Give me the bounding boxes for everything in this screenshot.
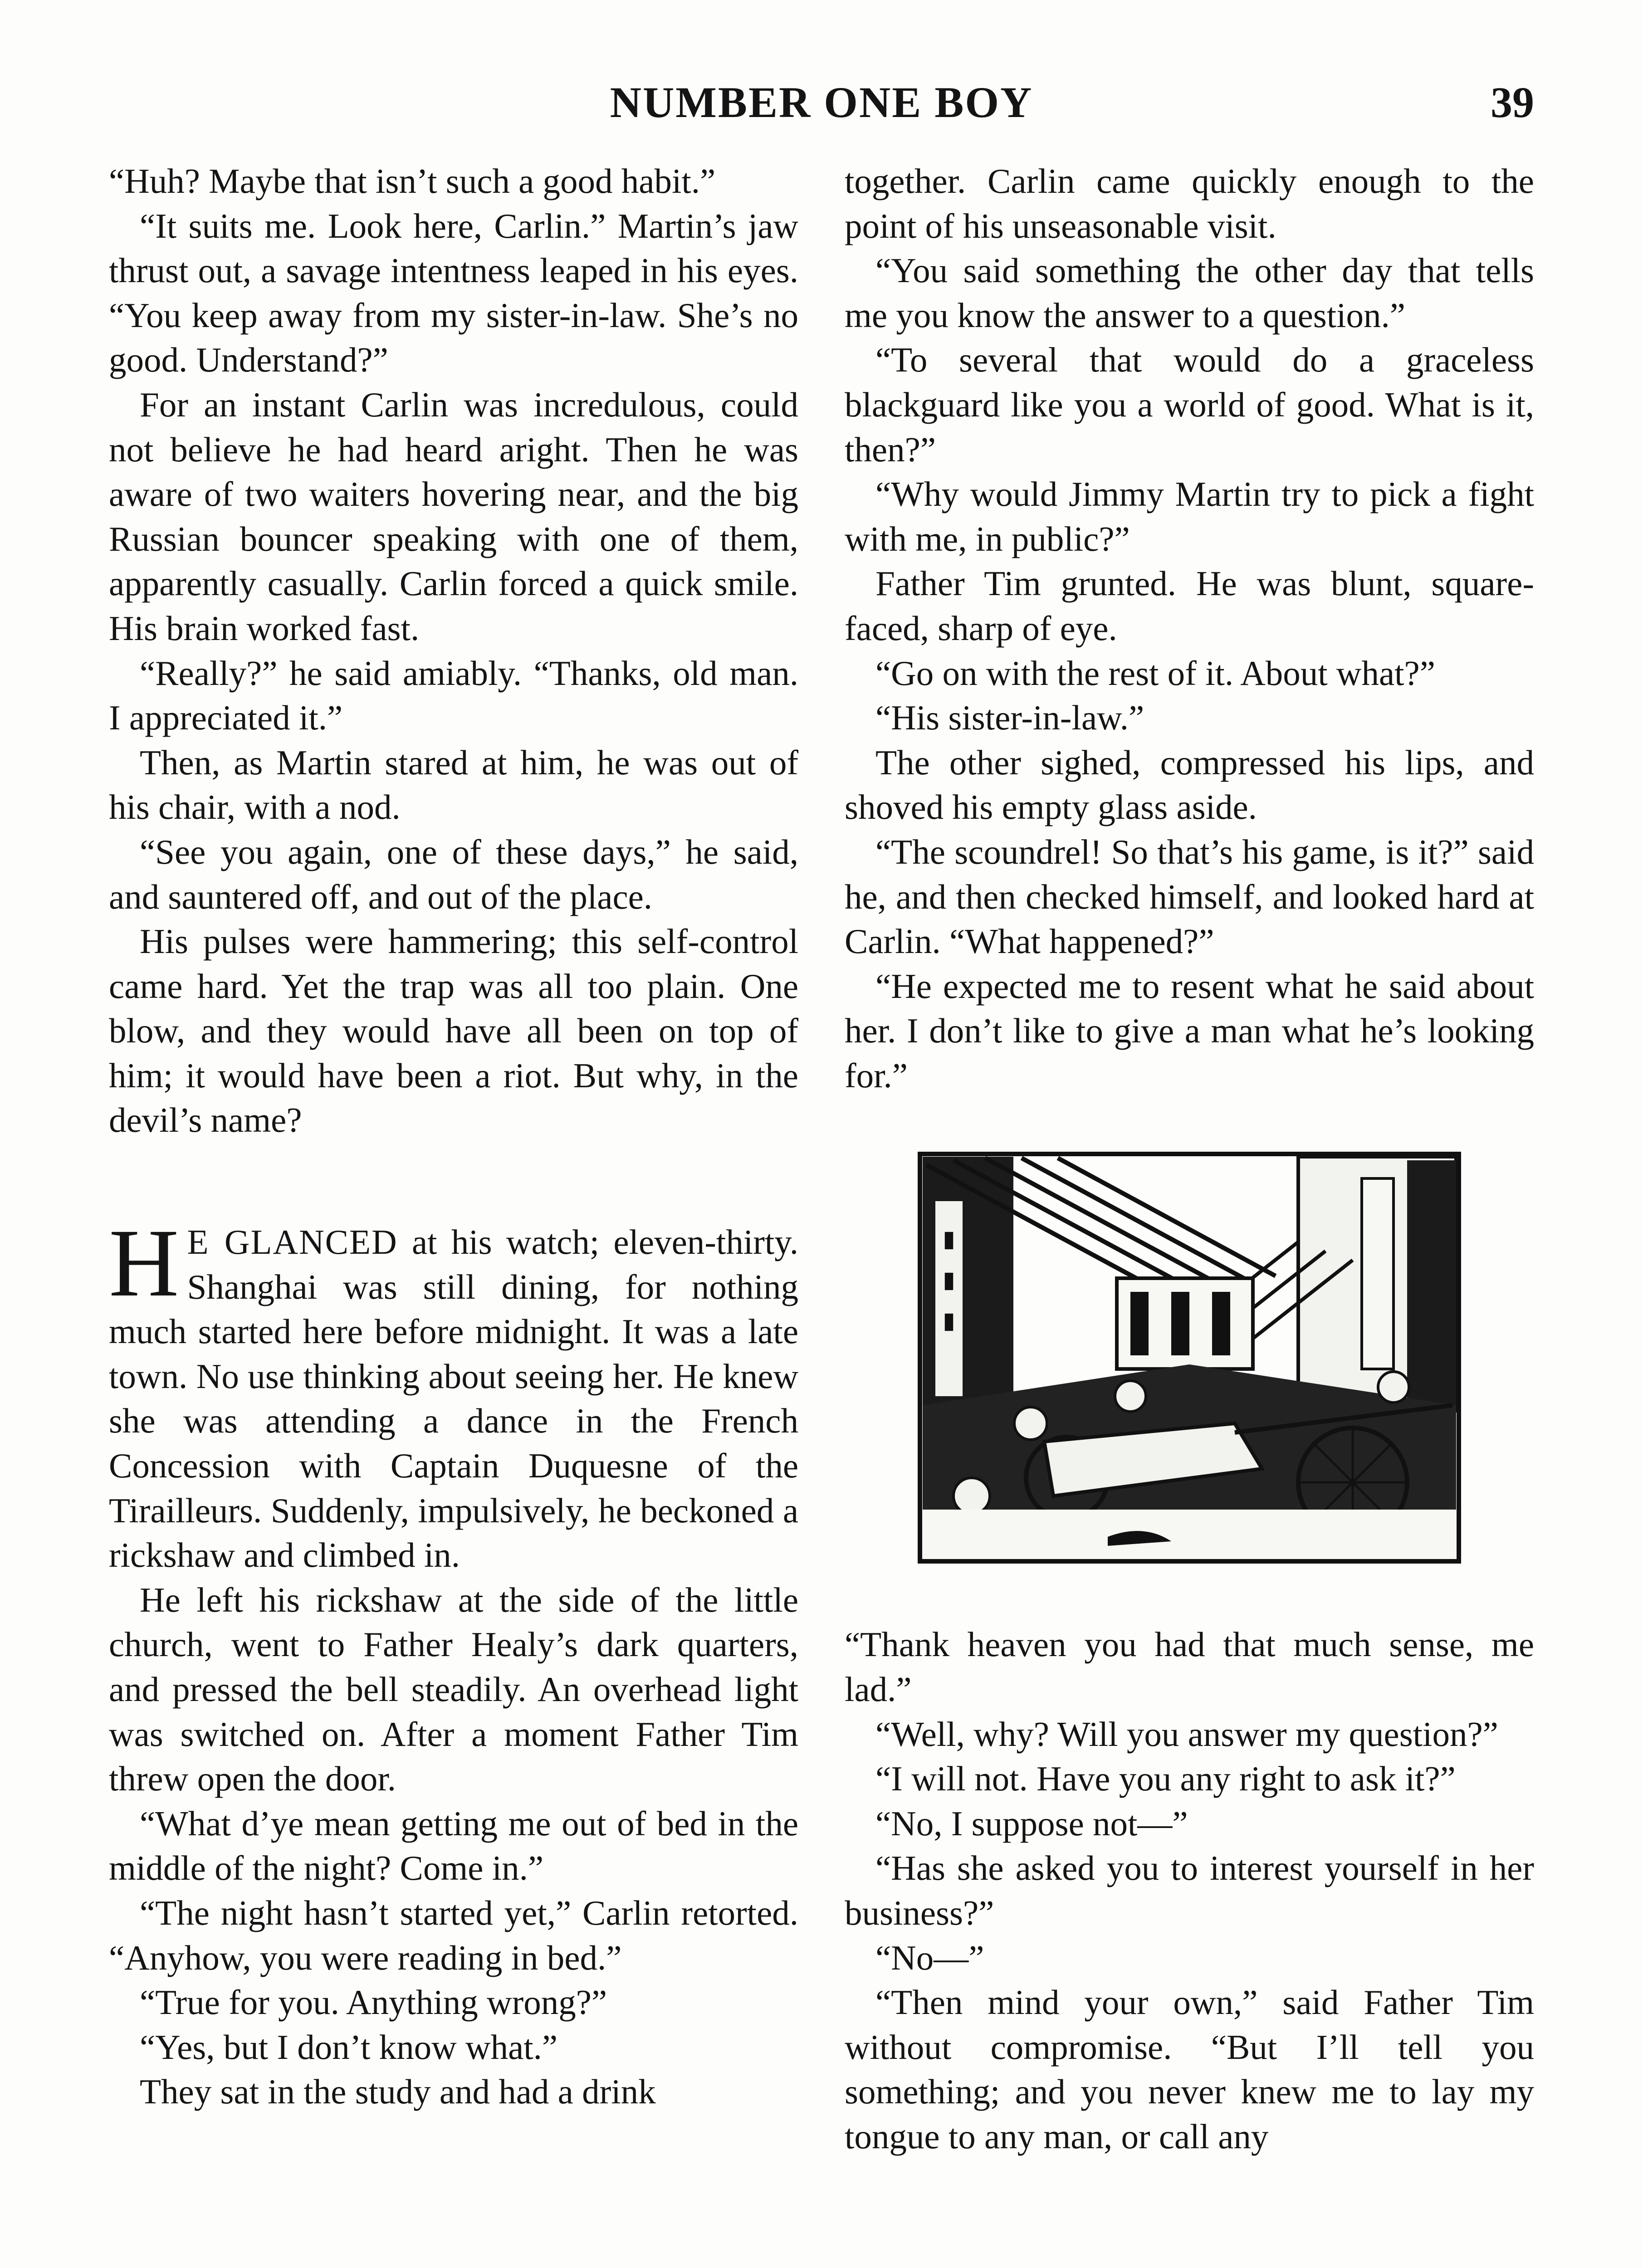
- street-scene-illustration: [917, 1151, 1462, 1564]
- svg-text:▮: ▮: [943, 1308, 955, 1334]
- left-column: [109, 159, 798, 2114]
- paragraph: “He expected me to resent what he said about her. I don’t like to give a man what he’s looking for.”: [845, 966, 1534, 1095]
- paragraph: Then, as Martin stared at him, he was out of his chair, with a nod.: [109, 743, 798, 827]
- drop-cap: H: [109, 1209, 179, 1317]
- paragraph: “Huh? Maybe that isn’t such a good habit.”: [109, 161, 716, 200]
- paragraph: “Really?” he said amiably. “Thanks, old man. I appreciated it.”: [109, 653, 798, 738]
- paragraph: “The night hasn’t started yet,” Carlin retorted. “Anyhow, you were reading in bed.”: [109, 1893, 798, 1977]
- paragraph: “Why would Jimmy Martin try to pick a fight with me, in public?”: [845, 474, 1534, 558]
- paragraph: “No—”: [875, 1938, 984, 1977]
- paragraph: “Go on with the rest of it. About what?”: [875, 653, 1435, 693]
- paragraph: “The scoundrel! So that’s his game, is it?” said he, and then checked himself, and looked hard at Carlin. “What happened?”: [845, 832, 1534, 961]
- paragraph: “True for you. Anything wrong?”: [140, 1983, 607, 2022]
- paragraph: “Thank heaven you had that much sense, me lad.”: [845, 1625, 1534, 1709]
- paragraph: For an instant Carlin was incredulous, could not believe he had heard aright. Then he was aware of two waiters hovering near, and the big Russian bouncer speaking with one of them, apparently casually. Carlin forced a quick smile. His brain worked fast.: [109, 385, 798, 648]
- paragraph: “Has she asked you to interest yourself in her business?”: [845, 1848, 1534, 1933]
- paragraph: The other sighed, compressed his lips, and shoved his empty glass aside.: [845, 743, 1534, 827]
- paragraph: They sat in the study and had a drink: [140, 2072, 656, 2112]
- paragraph: “I will not. Have you any right to ask it?”: [875, 1759, 1456, 1799]
- svg-text:▮: ▮: [943, 1267, 955, 1293]
- paragraph: “No, I suppose not—”: [875, 1804, 1188, 1843]
- paragraph: “See you again, one of these days,” he said, and sauntered off, and out of the place.: [109, 832, 798, 916]
- running-head: [0, 68, 1643, 132]
- section-lead-caps: E GLANCED: [187, 1222, 398, 1262]
- paragraph: “Yes, but I don’t know what.”: [140, 2027, 558, 2067]
- svg-text:▮: ▮: [943, 1226, 955, 1252]
- paragraph: “Then mind your own,” said Father Tim without compromise. “But I’ll tell you something; and you never knew me to lay my tongue to any man, or call any: [845, 1983, 1534, 2156]
- paragraph: “Well, why? Will you answer my question?”: [875, 1714, 1498, 1754]
- section-lead-text: at his watch; eleven-thirty. Shanghai was still dining, for nothing much started here before midnight. It was a late town. No use thinking about seeing her. He knew she was attending a dance in the French Concession with Captain Duquesne of the Tirailleurs. Suddenly, impulsively, he beckoned a rickshaw and climbed in.: [109, 1222, 798, 1575]
- paragraph: “His sister-in-law.”: [875, 698, 1144, 738]
- paragraph: He left his rickshaw at the side of the little church, went to Father Healy’s dark quarters, and pressed the bell steadily. An overhead light was switched on. After a moment Father Tim threw open the door.: [109, 1580, 798, 1799]
- paragraph: “You said something the other day that tells me you know the answer to a question.”: [845, 251, 1534, 335]
- paragraph: Father Tim grunted. He was blunt, square-faced, sharp of eye.: [845, 564, 1534, 648]
- section-opening-paragraph: [109, 1209, 798, 1578]
- paragraph: His pulses were hammering; this self-control came hard. Yet the trap was all too plain. One blow, and they would have all been on top of him; it would have been a riot. But why, in the devil’s name?: [109, 922, 798, 1140]
- right-column: [845, 159, 1534, 2159]
- paragraph: together. Carlin came quickly enough to the point of his unseasonable visit.: [845, 161, 1534, 245]
- paragraph: “What d’ye mean getting me out of bed in the middle of the night? Come in.”: [109, 1804, 798, 1888]
- paragraph: “It suits me. Look here, Carlin.” Martin’s jaw thrust out, a savage intentness leaped in his eyes. “You keep away from my sister-in-law. She’s no good. Understand?”: [109, 206, 798, 380]
- page-title: NUMBER ONE BOY: [610, 78, 1033, 127]
- section-break: [109, 1143, 798, 1220]
- page-number: 39: [1491, 78, 1534, 127]
- paragraph: “To several that would do a graceless blackguard like you a world of good. What is it, then?”: [845, 340, 1534, 469]
